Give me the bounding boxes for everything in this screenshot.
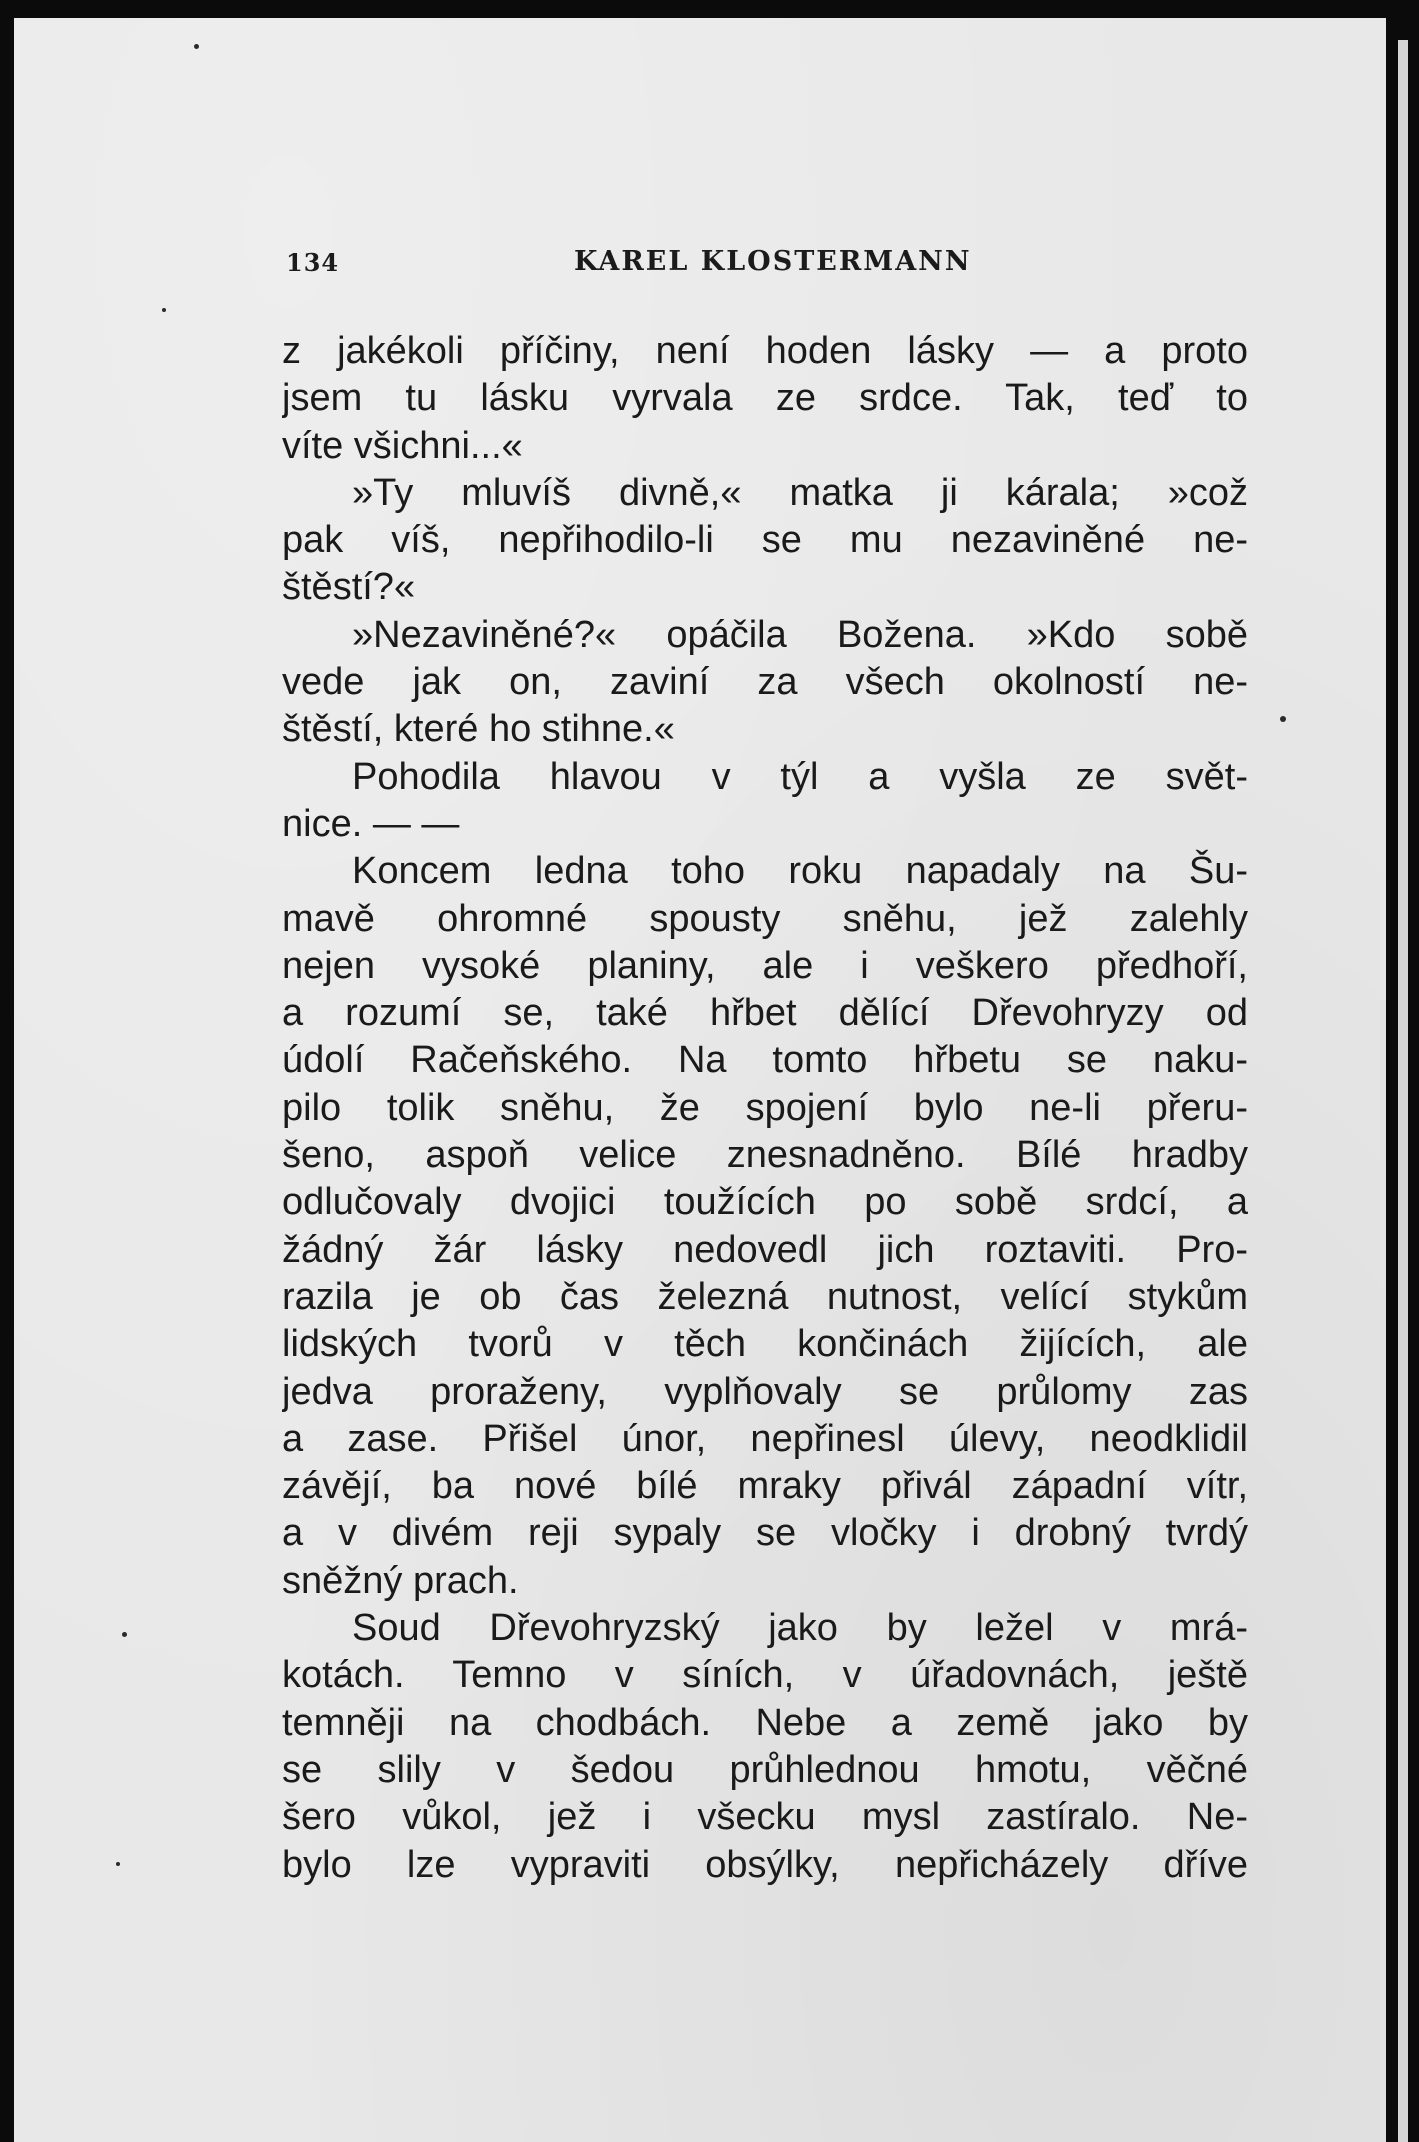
text-line: nice. — — <box>282 802 460 845</box>
body-text <box>282 328 1248 1889</box>
text-line: temněji na chodbách. Nebe a země jako by <box>282 1701 1248 1744</box>
page-header <box>286 246 1246 278</box>
text-line: odlučovaly dvojici toužících po sobě srdcí, a <box>282 1181 1248 1224</box>
text-line: žádný žár lásky nedovedl jich roztaviti. Pro- <box>282 1228 1248 1271</box>
text-line: a zase. Přišel únor, nepřinesl úlevy, neodklidil <box>282 1417 1248 1460</box>
text-line: Koncem ledna toho roku napadaly na Šu- <box>352 850 1248 893</box>
text-line: razila je ob čas železná nutnost, velící stykům <box>282 1275 1248 1318</box>
text-line: štěstí?« <box>282 566 416 609</box>
text-line: Soud Dřevohryzský jako by ležel v mrá- <box>352 1607 1248 1650</box>
text-line: vede jak on, zaviní za všech okolností ne- <box>282 661 1248 704</box>
text-line: kotách. Temno v síních, v úřadovnách, ještě <box>282 1654 1248 1697</box>
dust-speck <box>162 308 166 312</box>
text-line: Pohodila hlavou v týl a vyšla ze svět- <box>352 755 1248 798</box>
text-line: a rozumí se, také hřbet dělící Dřevohryzy od <box>282 992 1248 1035</box>
text-line: z jakékoli příčiny, není hoden lásky — a proto <box>282 330 1248 372</box>
text-line: lidských tvorů v těch končinách žijících, ale <box>282 1323 1248 1366</box>
dust-speck <box>122 1632 127 1637</box>
text-line: údolí Račeňského. Na tomto hřbetu se naku- <box>282 1039 1248 1082</box>
text-line: jsem tu lásku vyrvala ze srdce. Tak, teď to <box>282 377 1248 420</box>
text-line: víte všichni...« <box>282 424 523 467</box>
text-line: »Ty mluvíš divně,« matka ji kárala; »což <box>352 471 1248 514</box>
running-head: KAREL KLOSTERMANN <box>574 246 972 277</box>
text-line: a v divém reji sypaly se vločky i drobný tvrdý <box>282 1512 1248 1555</box>
text-line: jedva proraženy, vyplňovaly se průlomy zas <box>282 1370 1248 1413</box>
page-number: 134 <box>286 248 340 277</box>
dust-speck <box>194 44 199 49</box>
text-line: nejen vysoké planiny, ale i veškero předhoří, <box>282 944 1248 987</box>
text-line: se slily v šedou průhlednou hmotu, věčné <box>282 1748 1248 1791</box>
text-line: mavě ohromné spousty sněhu, jež zalehly <box>282 897 1248 940</box>
text-line: šeno, aspoň velice znesnadněno. Bílé hradby <box>282 1134 1248 1177</box>
dust-speck <box>116 1862 120 1866</box>
text-line: bylo lze vypraviti obsýlky, nepřicházely dříve <box>282 1843 1248 1886</box>
text-line: sněžný prach. <box>282 1559 519 1602</box>
text-line: pilo tolik sněhu, že spojení bylo ne-li přeru- <box>282 1086 1248 1129</box>
facing-page-edge <box>1398 40 1408 2142</box>
text-line: pak víš, nepřihodilo-li se mu nezaviněné ne- <box>282 519 1248 562</box>
dust-speck <box>1280 716 1286 722</box>
text-line: »Nezaviněné?« opáčila Božena. »Kdo sobě <box>352 613 1248 656</box>
text-line: šero vůkol, jež i všecku mysl zastíralo. Ne- <box>282 1796 1248 1839</box>
text-line: štěstí, které ho stihne.« <box>282 708 675 751</box>
text-line: závějí, ba nové bílé mraky přivál západní vítr, <box>282 1465 1248 1508</box>
